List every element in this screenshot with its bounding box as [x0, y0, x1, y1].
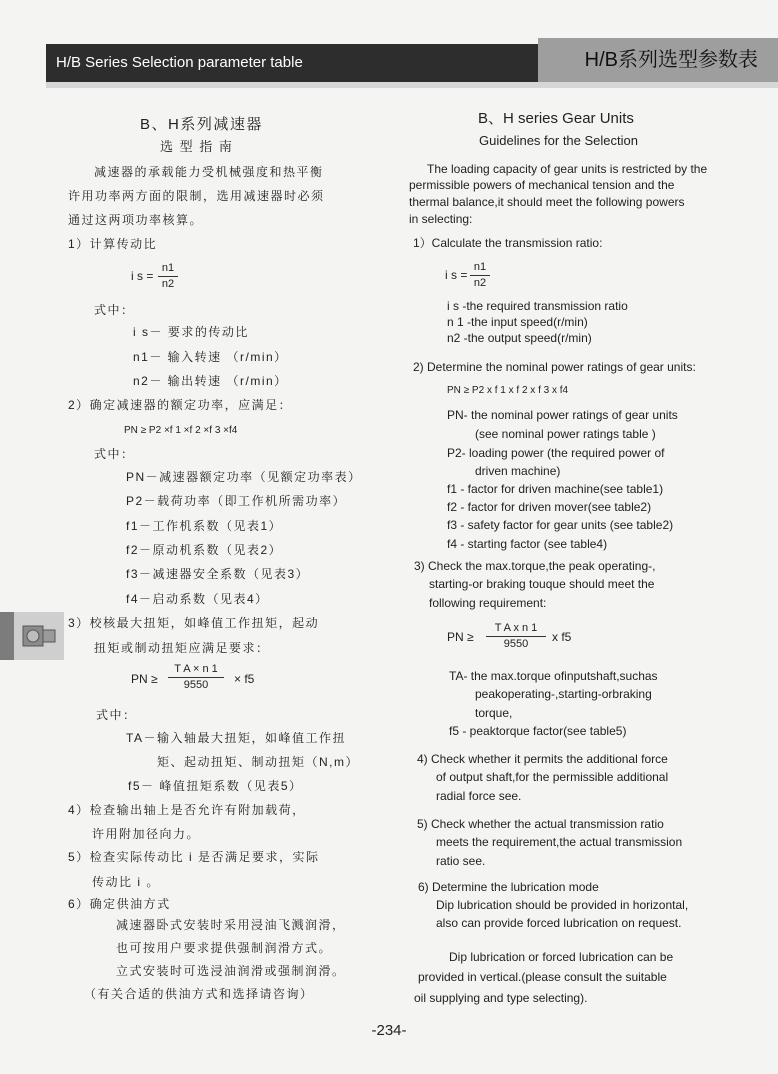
- cn-where-1: 式中：: [94, 303, 135, 317]
- en-pn-def-2: (see nominal power ratings table ): [475, 427, 656, 441]
- en-is-def: i s -the required transmission ratio: [447, 299, 628, 313]
- en-ta-def-3: torque,: [475, 706, 513, 720]
- en-step-2: 2) Determine the nominal power ratings of gear units:: [413, 360, 696, 374]
- cn-formula3-den: 9550: [183, 679, 209, 691]
- en-intro-2: permissible powers of mechanical tension and the: [409, 178, 675, 192]
- en-formula1-den: n2: [473, 277, 487, 289]
- cn-step-4a: 4）检查输出轴上是否允许有附加载荷，: [68, 803, 306, 817]
- cn-lube-3: 立式安装时可选浸油润滑或强制润滑。: [116, 964, 346, 978]
- cn-f3-def: f3－减速器安全系数（见表3）: [126, 567, 310, 581]
- cn-pn-def: PN－减速器额定功率（见额定功率表）: [126, 470, 362, 484]
- en-step-4b: of output shaft,for the permissible additional: [436, 770, 669, 784]
- en-step-5b: meets the requirement,the actual transmission: [436, 835, 683, 849]
- cn-formula3-fraction: [168, 663, 224, 692]
- en-formula2: PN ≥ P2 x f 1 x f 2 x f 3 x f4: [447, 385, 569, 396]
- en-n2-def: n2 -the output speed(r/min): [447, 331, 592, 345]
- cn-f1-def: f1－工作机系数（见表1）: [126, 519, 283, 533]
- cn-lube-2: 也可按用户要求提供强制润滑方式。: [116, 941, 333, 955]
- cn-p2-def: P2－载荷功率（即工作机所需功率）: [126, 494, 347, 508]
- cn-title: B、H系列减速器: [140, 116, 263, 133]
- en-formula3-fraction: [486, 622, 546, 651]
- cn-formula1-lhs: i s =: [131, 269, 154, 283]
- en-intro-4: in selecting:: [409, 212, 473, 226]
- en-ta-def-1: TA- the max.torque ofinputshaft,suchas: [449, 669, 658, 683]
- en-lube-5: oil supplying and type selecting).: [414, 991, 588, 1005]
- en-title: B、H series Gear Units: [478, 110, 634, 127]
- en-intro-1: The loading capacity of gear units is restricted by the: [427, 162, 708, 176]
- en-intro-3: thermal balance,it should meet the following powers: [409, 195, 685, 209]
- en-f1-def: f1 - factor for driven machine(see table1): [447, 482, 664, 496]
- en-lube-4: provided in vertical.(please consult the suitable: [418, 970, 667, 984]
- cn-where-2: 式中：: [94, 447, 135, 461]
- header-left-title: H/B Series Selection parameter table: [46, 44, 538, 82]
- cn-step-5b: 传动比 i 。: [92, 875, 160, 889]
- cn-where-3: 式中：: [96, 708, 137, 722]
- cn-lube-4: （有关合适的供油方式和选择请咨询）: [84, 987, 314, 1001]
- cn-f5-def: f5－ 峰值扭矩系数（见表5）: [128, 779, 303, 793]
- cn-is-def: i s－ 要求的传动比: [133, 325, 249, 339]
- header-divider: [46, 82, 778, 88]
- en-ta-def-2: peakoperating-,starting-orbraking: [475, 687, 652, 701]
- en-f2-def: f2 - factor for driven mover(see table2): [447, 500, 652, 514]
- en-f3-def: f3 - safety factor for gear units (see table2): [447, 518, 674, 532]
- en-p2-def-2: driven machine): [475, 464, 561, 478]
- cn-step-3b: 扭矩或制动扭矩应满足要求：: [94, 641, 270, 655]
- en-pn-def-1: PN- the nominal power ratings of gear units: [447, 408, 678, 422]
- cn-ta-def-1: TA－输入轴最大扭矩，如峰值工作扭: [126, 731, 346, 745]
- en-formula1-lhs: i s =: [445, 268, 468, 282]
- cn-step-1: 1）计算传动比: [68, 237, 158, 251]
- en-step-1: 1）Calculate the transmission ratio:: [413, 236, 603, 250]
- en-step-5a: 5) Check whether the actual transmission ratio: [417, 817, 664, 831]
- en-step-4a: 4) Check whether it permits the additional force: [417, 752, 668, 766]
- side-tab: [0, 612, 14, 660]
- en-f4-def: f4 - starting factor (see table4): [447, 537, 608, 551]
- en-subtitle: Guidelines for the Selection: [479, 133, 638, 148]
- cn-intro-3: 通过这两项功率核算。: [68, 213, 204, 227]
- cn-f4-def: f4－启动系数（见表4）: [126, 592, 269, 606]
- en-formula3-lhs: PN ≥: [447, 630, 474, 644]
- cn-f2-def: f2－原动机系数（见表2）: [126, 543, 283, 557]
- cn-formula2: PN ≥ P2 ×f 1 ×f 2 ×f 3 ×f4: [124, 425, 238, 436]
- cn-ta-def-2: 矩、起动扭矩、制动扭矩（N,m）: [157, 755, 359, 769]
- en-p2-def-1: P2- loading power (the required power of: [447, 446, 665, 460]
- cn-intro-1: 减速器的承载能力受机械强度和热平衡: [94, 165, 324, 179]
- cn-step-6: 6）确定供油方式: [68, 897, 171, 911]
- en-step-5c: ratio see.: [436, 854, 486, 868]
- cn-formula1-fraction: [158, 262, 178, 291]
- en-step-6: 6) Determine the lubrication mode: [418, 880, 599, 894]
- en-formula1-num: n1: [473, 261, 487, 273]
- cn-lube-1: 减速器卧式安装时采用浸油飞溅润滑，: [116, 918, 346, 932]
- cn-subtitle: 选 型 指 南: [160, 139, 234, 154]
- en-formula3-den: 9550: [503, 638, 529, 650]
- header-right-title: H/B系列选型参数表: [538, 38, 778, 82]
- en-formula3-rhs: x f5: [552, 630, 572, 644]
- en-lube-1: Dip lubrication should be provided in horizontal,: [436, 898, 689, 912]
- en-formula1-fraction: [470, 261, 490, 290]
- page-number: -234-: [371, 1022, 407, 1039]
- cn-step-3a: 3）校核最大扭矩，如峰值工作扭矩，起动: [68, 616, 320, 630]
- cn-step-5a: 5）检查实际传动比 i 是否满足要求，实际: [68, 850, 320, 864]
- cn-formula3-num: T A × n 1: [174, 663, 218, 675]
- en-step-3b: starting-or braking touque should meet the: [429, 577, 655, 591]
- en-formula3-num: T A x n 1: [494, 622, 538, 634]
- cn-step-4b: 许用附加径向力。: [92, 827, 201, 841]
- en-lube-3: Dip lubrication or forced lubrication can be: [449, 950, 674, 964]
- cn-formula1-den: n2: [161, 278, 175, 290]
- gear-motor-icon: [14, 612, 64, 660]
- en-step-3c: following requirement:: [429, 596, 547, 610]
- cn-formula1-num: n1: [161, 262, 175, 274]
- en-f5-def: f5 - peaktorque factor(see table5): [449, 724, 627, 738]
- en-lube-2: also can provide forced lubrication on request.: [436, 916, 682, 930]
- en-step-3a: 3) Check the max.torque,the peak operating-,: [414, 559, 656, 573]
- cn-intro-2: 许用功率两方面的限制，选用减速器时必须: [68, 189, 325, 203]
- cn-n2-def: n2－ 输出转速 （r/min）: [133, 374, 288, 388]
- cn-n1-def: n1－ 输入转速 （r/min）: [133, 350, 288, 364]
- en-n1-def: n 1 -the input speed(r/min): [447, 315, 588, 329]
- cn-step-2: 2）确定减速器的额定功率，应满足：: [68, 398, 293, 412]
- en-step-4c: radial force see.: [436, 789, 522, 803]
- cn-formula3-rhs: × f5: [234, 672, 255, 686]
- cn-formula3-lhs: PN ≥: [131, 672, 158, 686]
